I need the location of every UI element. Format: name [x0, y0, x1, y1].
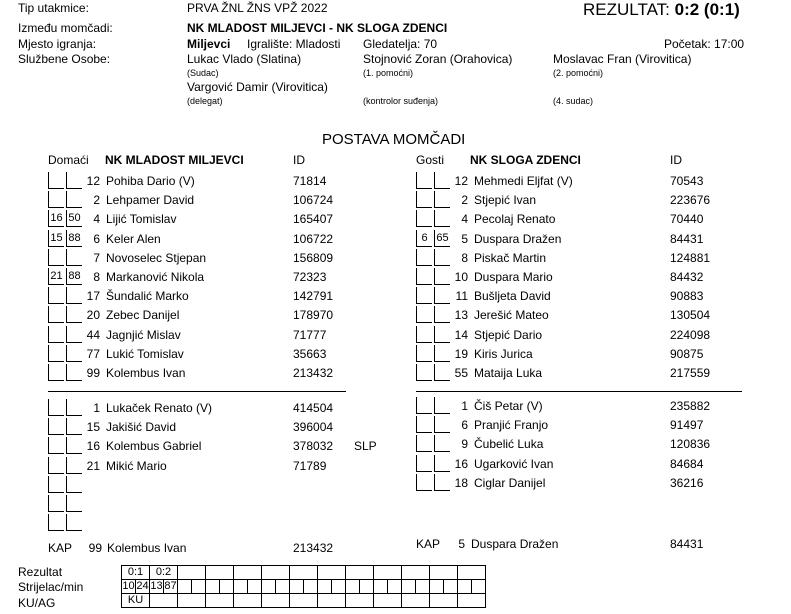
substitution-minute-box [48, 364, 64, 381]
score-cell [234, 566, 262, 580]
score-cell [262, 566, 290, 580]
score-cell [248, 580, 262, 594]
officials-label: Službene Osobe: [18, 52, 111, 66]
substitution-minute-box [48, 476, 64, 493]
score-table-row [122, 594, 486, 608]
score-cell [458, 566, 486, 580]
substitution-minute-box [48, 306, 64, 323]
player-name: Ugarković Ivan [474, 456, 554, 471]
player-name: Lijić Tomislav [106, 212, 177, 227]
official-name: Lukac Vlado (Slatina) [187, 52, 302, 66]
score-cell [290, 566, 318, 580]
player-number: 4 [93, 212, 100, 227]
player-name: Markanović Nikola [106, 270, 205, 284]
player-name: Lehpamer David [106, 193, 195, 208]
substitution-minute-box: 21 [48, 268, 64, 285]
score-cell [374, 594, 402, 608]
player-id: 414504 [293, 401, 334, 415]
player-number: 19 [454, 346, 468, 361]
player-id: 235882 [670, 399, 711, 413]
substitution-minute-box [416, 210, 432, 227]
substitution-minute-box [48, 514, 64, 531]
away-id-header: ID [670, 153, 682, 167]
substitution-minute-box [48, 249, 64, 266]
player-id: 91497 [670, 418, 704, 433]
player-id: 120836 [670, 437, 711, 452]
score-cell [276, 580, 290, 594]
player-id: 106724 [293, 193, 334, 208]
substitution-minute-box [416, 326, 432, 343]
substitution-minute-box: 16 [48, 210, 64, 227]
home-captain-label: KAP [48, 541, 73, 555]
score-cell: KU [122, 594, 150, 608]
score-cell [402, 580, 416, 594]
player-name: Lukić Tomislav [106, 346, 184, 361]
score-cell [444, 580, 458, 594]
player-id: 84432 [670, 270, 704, 284]
player-name: Jakišić David [106, 420, 177, 435]
player-id: 142791 [293, 289, 334, 304]
score-cell [178, 594, 206, 608]
player-id: 224098 [670, 327, 711, 342]
player-id: 223676 [670, 193, 711, 208]
substitution-minute-box [416, 397, 432, 414]
score-cell: 10 [122, 580, 135, 592]
player-id: 124881 [670, 250, 711, 265]
player-name: Kolembus Gabriel [106, 439, 202, 454]
away-divider [416, 391, 742, 392]
player-name: Kolembus Ivan [106, 366, 186, 380]
player-name: Zebec Danijel [106, 308, 180, 323]
player-number: 77 [86, 346, 100, 361]
place-label: Mjesto igranja: [18, 37, 97, 51]
score-cell [346, 594, 374, 608]
player-number: 18 [454, 475, 468, 490]
match-teams: NK MLADOST MILJEVCI - NK SLOGA ZDENCI [187, 21, 448, 35]
player-number: 2 [461, 193, 468, 208]
player-number: 14 [454, 327, 468, 342]
score-cell [318, 594, 346, 608]
substitution-minute-box: 88 [66, 230, 82, 247]
player-number: 6 [461, 418, 468, 433]
official-role: (kontrolor suđenja) [363, 96, 439, 106]
player-number: 11 [455, 289, 468, 304]
player-name: Mehmedi Eljfat (V) [474, 174, 573, 188]
player-number: 55 [454, 366, 468, 380]
score-cell [206, 594, 234, 608]
section-title: POSTAVA MOMČADI [322, 131, 466, 148]
substitution-minute-box [416, 249, 432, 266]
teams-label: Između momčadi: [18, 21, 113, 35]
player-number: 4 [461, 212, 468, 227]
player-name: Čiš Petar (V) [474, 399, 543, 413]
player-number: 17 [86, 289, 100, 304]
score-cell [472, 580, 486, 594]
substitution-minute-box: 50 [66, 210, 82, 227]
substitution-minute-box [48, 345, 64, 362]
player-number: 6 [93, 231, 100, 246]
player-number: 8 [461, 250, 468, 265]
player-id: 90883 [670, 289, 704, 304]
away-captain-name: Duspara Dražen [471, 537, 559, 551]
player-name: Šundalić Marko [106, 289, 189, 304]
score-cell: 87 [164, 580, 177, 592]
player-number: 7 [93, 250, 100, 265]
score-cell [304, 580, 318, 594]
substitution-minute-box [416, 287, 432, 304]
score-cell [346, 566, 374, 580]
score-cell [430, 566, 458, 580]
score-cell [220, 580, 234, 594]
score-cell [234, 594, 262, 608]
match-type-value: PRVA ŽNL ŽNS VPŽ 2022 [187, 1, 328, 15]
score-cell [360, 580, 374, 594]
score-cell: 0:2 [150, 566, 178, 580]
player-number: 16 [454, 456, 468, 471]
score-cell [332, 580, 346, 594]
score-cell [290, 580, 304, 594]
official-role: (1. pomoćni) [363, 68, 414, 78]
substitution-minute-box [48, 495, 64, 512]
substitution-minute-box [48, 457, 64, 474]
place-value: Miljevci [187, 37, 231, 51]
result-value: 0:2 (0:1) [674, 0, 740, 19]
player-name: Bušljeta David [474, 289, 551, 304]
substitution-minute-box [416, 416, 432, 433]
score-table [121, 565, 486, 608]
substitution-minute-box [48, 326, 64, 343]
score-cell [346, 580, 360, 594]
score-cell [192, 580, 206, 594]
substitution-minute-box [66, 495, 82, 512]
score-cell [318, 580, 332, 594]
player-id: 217559 [670, 366, 711, 380]
score-cell [416, 580, 430, 594]
home-id-header: ID [293, 153, 305, 167]
start-time: Početak: 17:00 [664, 37, 745, 51]
substitution-minute-box [416, 268, 432, 285]
score-table-row [122, 580, 486, 594]
player-id: 378032 [293, 439, 334, 454]
score-cell [458, 580, 472, 594]
player-number: 5 [461, 231, 468, 246]
player-note: SLP [354, 439, 377, 454]
player-id: 36216 [670, 475, 704, 490]
player-name: Duspara Dražen [474, 231, 562, 246]
player-number: 16 [86, 439, 100, 454]
home-captain-name: Kolembus Ivan [107, 541, 187, 555]
player-number: 2 [93, 193, 100, 208]
player-number: 13 [454, 308, 468, 323]
score-cell [178, 580, 192, 594]
player-name: Novoselec Stjepan [106, 250, 207, 265]
away-label: Gosti [416, 153, 445, 167]
score-cell: 24 [136, 580, 149, 592]
player-number: 1 [93, 401, 100, 415]
player-id: 70440 [670, 212, 704, 227]
score-row-label: Rezultat [18, 565, 63, 579]
official-role: (2. pomoćni) [553, 68, 604, 78]
score-cell [458, 594, 486, 608]
substitution-minute-box [66, 476, 82, 493]
player-id: 71814 [293, 174, 327, 188]
substitution-minute-box [416, 191, 432, 208]
player-name: Keler Alen [106, 231, 161, 246]
player-id: 84684 [670, 456, 704, 471]
player-name: Duspara Mario [474, 270, 553, 284]
player-name: Kiris Jurica [474, 346, 533, 361]
player-name: Pohiba Dario (V) [106, 174, 195, 188]
substitution-minute-box [416, 306, 432, 323]
official-name: Vargović Damir (Virovitica) [187, 80, 328, 94]
player-number: 99 [86, 366, 100, 380]
player-name: Stjepić Ivan [474, 193, 537, 208]
score-cell [234, 580, 248, 594]
player-id: 72323 [293, 270, 327, 284]
player-id: 70543 [670, 174, 704, 188]
home-divider [48, 391, 346, 392]
player-name: Jerešić Mateo [474, 308, 549, 323]
substitution-minute-box [48, 437, 64, 454]
score-cell [430, 594, 458, 608]
player-id: 106722 [293, 231, 334, 246]
substitution-minute-box [48, 287, 64, 304]
substitution-minute-box [416, 435, 432, 452]
score-row-label: KU/AG [18, 596, 56, 610]
player-number: 15 [86, 420, 100, 435]
substitution-minute-box: 15 [48, 230, 64, 247]
score-cell [178, 566, 206, 580]
player-name: Čubelić Luka [474, 437, 544, 452]
player-id: 165407 [293, 212, 334, 227]
player-id: 71777 [293, 327, 327, 342]
substitution-minute-box [48, 418, 64, 435]
score-cell [206, 580, 220, 594]
player-name: Mikić Mario [106, 458, 167, 473]
score-table-row [122, 566, 486, 580]
player-name: Pecolaj Renato [474, 212, 556, 227]
field-value: Igralište: Mladosti [247, 37, 341, 51]
substitution-minute-box [416, 474, 432, 491]
result-header [583, 0, 740, 20]
substitution-minute-box [416, 172, 432, 189]
player-id: 130504 [670, 308, 711, 323]
player-id: 90875 [670, 346, 704, 361]
score-cell: 0:1 [122, 566, 150, 580]
score-cell [374, 566, 402, 580]
substitution-minute-box [48, 191, 64, 208]
player-id: 71789 [293, 458, 327, 473]
score-cell: 13 [150, 580, 163, 592]
away-captain-label: KAP [416, 537, 441, 551]
score-cell [150, 594, 178, 608]
official-name: Stojnović Zoran (Orahovica) [363, 52, 513, 66]
score-cell [402, 566, 430, 580]
player-id: 396004 [293, 420, 334, 435]
score-cell [318, 566, 346, 580]
player-name: Jagnjić Mislav [106, 327, 181, 342]
player-number: 20 [86, 308, 100, 323]
substitution-minute-box [416, 364, 432, 381]
player-number: 12 [454, 174, 468, 188]
player-id: 178970 [293, 308, 334, 323]
player-number: 21 [86, 458, 100, 473]
score-cell [430, 580, 444, 594]
official-role: (Sudac) [187, 68, 219, 78]
official-name: Moslavac Fran (Virovitica) [553, 52, 692, 66]
away-captain-number: 5 [458, 537, 465, 551]
substitution-minute-box: 6 [416, 230, 432, 247]
home-team: NK MLADOST MILJEVCI [105, 153, 244, 167]
official-role: (delegat) [187, 96, 223, 106]
official-role: (4. sudac) [553, 96, 594, 106]
player-id: 213432 [293, 366, 334, 380]
player-number: 12 [86, 174, 100, 188]
player-number: 44 [86, 327, 100, 342]
substitution-minute-box: 65 [434, 230, 450, 247]
player-id: 156809 [293, 250, 334, 265]
score-cell [402, 594, 430, 608]
player-name: Mataija Luka [474, 366, 543, 380]
player-name: Stjepić Dario [474, 327, 543, 342]
away-team: NK SLOGA ZDENCI [470, 153, 581, 167]
player-name: Lukaček Renato (V) [106, 401, 213, 415]
player-number: 9 [461, 437, 468, 452]
substitution-minute-box [66, 514, 82, 531]
substitution-minute-box: 88 [66, 268, 82, 285]
home-captain-id: 213432 [293, 541, 334, 555]
substitution-minute-box [416, 455, 432, 472]
player-name: Pranjić Franjo [474, 418, 549, 433]
score-cell [290, 594, 318, 608]
match-type-label: Tip utakmice: [18, 1, 89, 15]
score-cell [262, 594, 290, 608]
result-label: REZULTAT: [583, 0, 670, 19]
player-number: 10 [454, 270, 468, 284]
player-id: 35663 [293, 346, 327, 361]
player-name: Piskač Martin [474, 250, 547, 265]
player-number: 8 [93, 270, 100, 284]
substitution-minute-box [416, 345, 432, 362]
away-captain-id: 84431 [670, 537, 704, 551]
player-id: 84431 [670, 231, 704, 246]
player-name: Ciglar Danijel [474, 475, 546, 490]
spectators-value: Gledatelja: 70 [363, 37, 438, 51]
home-label: Domaći [48, 153, 89, 167]
substitution-minute-box [48, 399, 64, 416]
home-captain-number: 99 [88, 541, 102, 555]
score-cell [388, 580, 402, 594]
score-cell [262, 580, 276, 594]
score-cell [206, 566, 234, 580]
player-number: 1 [461, 399, 468, 413]
score-row-label: Strijelac/min [18, 580, 84, 594]
score-cell [374, 580, 388, 594]
substitution-minute-box [48, 172, 64, 189]
